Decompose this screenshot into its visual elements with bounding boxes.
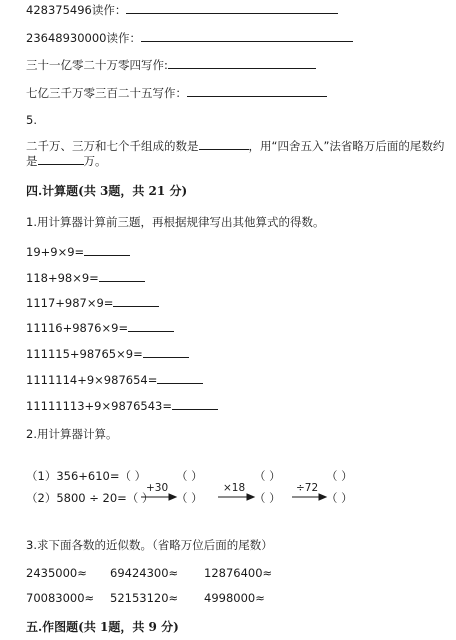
expression: 11116+9876×9= — [26, 321, 129, 335]
q2-paren-r1-3[interactable]: （ ） — [326, 469, 353, 483]
arrow-head-3 — [319, 494, 326, 500]
expression: 11111113+9×9876543= — [26, 399, 172, 413]
q2-title: 2.用计算器计算。 — [26, 427, 118, 441]
q2-paren-r2-2[interactable]: （ ） — [254, 491, 281, 505]
number-text: 23648930000 — [26, 31, 107, 45]
q2-paren-r2-3[interactable]: （ ） — [326, 491, 353, 505]
q2-paren-r1-2[interactable]: （ ） — [254, 469, 281, 483]
question-text: 万。 — [83, 154, 107, 168]
q3-item-1: 2435000≈ — [26, 566, 87, 580]
q3-title: 3.求下面各数的近似数。（省略万位后面的尾数） — [26, 538, 273, 552]
q3-item-6: 4998000≈ — [204, 591, 265, 605]
question-text: 二千万、三万和七个千组成的数是 — [26, 139, 199, 153]
q3-item-2: 69424300≈ — [110, 566, 179, 580]
read-label: 读作： — [106, 31, 141, 45]
op-label-2: ×18 — [223, 482, 246, 494]
q2-row-1: （1）356+610=（ ） — [26, 469, 147, 483]
expression: 1111114+9×987654= — [26, 373, 158, 387]
arrow-head-2 — [247, 494, 254, 500]
op-label-3: ÷72 — [296, 482, 319, 494]
expression: 111115+98765×9= — [26, 347, 143, 361]
question-number: 5. — [26, 113, 37, 127]
q2-row-2: （2）5800 ÷ 20=（ ） — [26, 491, 154, 505]
q3-item-4: 70083000≈ — [26, 591, 95, 605]
q3-item-3: 12876400≈ — [204, 566, 273, 580]
section-4-title: 四.计算题(共 3题，共 21 分) — [26, 184, 188, 198]
chinese-number-text: 三十一亿零二十万零四写作: — [26, 58, 168, 72]
op-label-1: +30 — [146, 482, 169, 494]
section-5-title: 五.作图题(共 1题，共 9 分) — [26, 620, 179, 634]
expression: 19+9×9= — [26, 245, 85, 259]
q2-paren-r1-1[interactable]: （ ） — [176, 469, 203, 483]
read-label: 读作： — [91, 3, 127, 17]
chinese-number-text: 七亿三千万零三百二十五写作： — [26, 86, 187, 100]
number-text: 428375496 — [26, 3, 92, 17]
question-text: 是 — [26, 154, 38, 168]
expression: 1117+987×9= — [26, 296, 114, 310]
expression: 118+98×9= — [26, 271, 99, 285]
question-text: ，用“四舍五入”法省略万后面的尾数约 — [248, 139, 445, 153]
q1-title: 1.用计算器计算前三题，再根据规律写出其他算式的得数。 — [26, 215, 325, 229]
arrow-head-1 — [169, 494, 176, 500]
q2-paren-r2-1[interactable]: （ ） — [176, 491, 203, 505]
q3-item-5: 52153120≈ — [110, 591, 179, 605]
